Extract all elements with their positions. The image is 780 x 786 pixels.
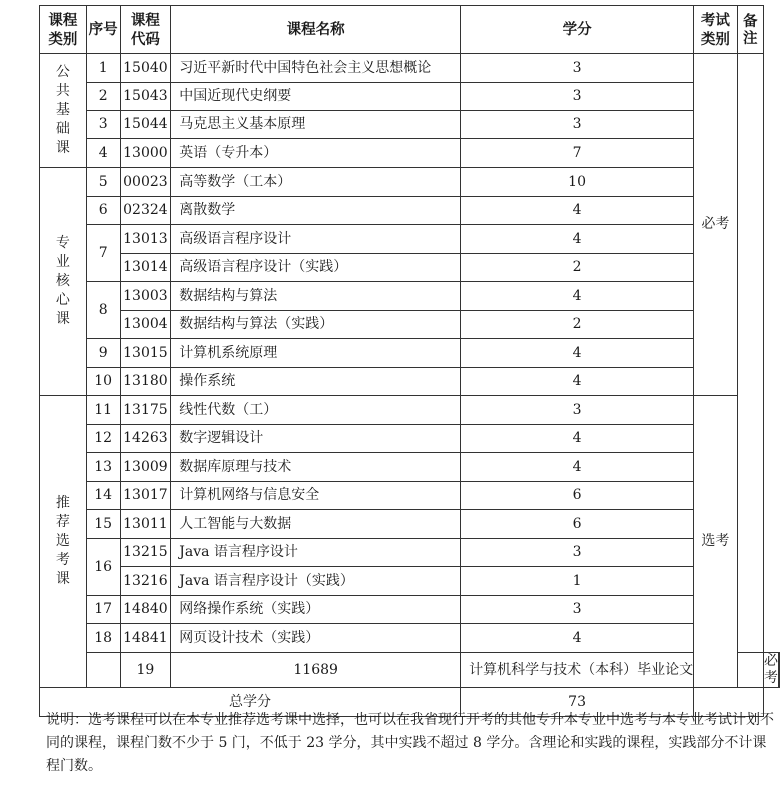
table-row	[40, 425, 780, 453]
code-cell: 14263	[120, 425, 171, 453]
name-cell: 高级语言程序设计	[171, 225, 461, 254]
code-cell: 13009	[120, 453, 171, 482]
credits-cell: 3	[461, 83, 694, 111]
seq-cell: 10	[86, 368, 120, 396]
table-row	[40, 111, 780, 139]
seq-cell: 8	[86, 282, 120, 339]
code-cell: 13180	[120, 368, 171, 396]
code-cell: 15044	[120, 111, 171, 139]
code-cell: 13013	[120, 225, 171, 254]
table-row	[40, 368, 780, 396]
name-cell: Java 语言程序设计	[171, 539, 461, 567]
name-cell: 数据结构与算法（实践）	[171, 311, 461, 339]
table-row	[40, 83, 780, 111]
table-row	[40, 139, 780, 168]
seq-cell: 18	[86, 624, 120, 653]
code-cell: 14841	[120, 624, 171, 653]
header-exam-type: 考试类别	[694, 6, 738, 54]
table-row	[40, 482, 780, 510]
credits-cell: 3	[461, 111, 694, 139]
table-row	[40, 339, 780, 368]
name-cell: 网络操作系统（实践）	[171, 596, 461, 624]
seq-cell: 6	[86, 197, 120, 225]
table-row	[40, 453, 780, 482]
code-cell: 11689	[171, 653, 461, 688]
seq-cell: 13	[86, 453, 120, 482]
name-cell: 马克思主义基本原理	[171, 111, 461, 139]
name-cell: 计算机系统原理	[171, 339, 461, 368]
name-cell: 习近平新时代中国特色社会主义思想概论	[171, 54, 461, 83]
code-cell: 13215	[120, 539, 171, 567]
exam-required: 必考	[694, 54, 738, 396]
header-name: 课程名称	[171, 6, 461, 54]
credits-cell: 7	[461, 139, 694, 168]
seq-cell: 1	[86, 54, 120, 83]
seq-cell: 15	[86, 510, 120, 539]
name-cell: 数字逻辑设计	[171, 425, 461, 453]
code-cell: 14840	[120, 596, 171, 624]
credits-cell: 3	[461, 396, 694, 425]
table-row	[40, 168, 780, 197]
table-row	[40, 282, 780, 311]
table-row	[40, 254, 780, 282]
code-cell: 13003	[120, 282, 171, 311]
code-cell: 00023	[120, 168, 171, 197]
code-cell: 13175	[120, 396, 171, 425]
seq-cell: 11	[86, 396, 120, 425]
table-row	[40, 396, 780, 425]
category-elective: 推荐选考课	[40, 396, 87, 688]
category-thesis	[86, 653, 120, 688]
name-cell: 高级语言程序设计（实践）	[171, 254, 461, 282]
table-row	[40, 197, 780, 225]
course-table	[39, 5, 780, 717]
seq-cell: 5	[86, 168, 120, 197]
credits-cell: 2	[461, 311, 694, 339]
note-text: 说明：选考课程可以在本专业推荐选考课中选择，也可以在我省现行开考的其他专升本专业中选考与本专业考试计划不同的课程，课程门数不少于 5 门，不低于 23 学分，其中实践不超过 8 学分。含理论和实践的课程，实践部分不计课程门数。	[46, 712, 774, 774]
name-cell: 数据结构与算法	[171, 282, 461, 311]
name-cell: 计算机网络与信息安全	[171, 482, 461, 510]
credits-cell: 4	[461, 197, 694, 225]
code-cell: 13004	[120, 311, 171, 339]
code-cell: 13216	[120, 567, 171, 596]
header-seq: 序号	[86, 6, 120, 54]
code-cell: 15040	[120, 54, 171, 83]
name-cell: 网页设计技术（实践）	[171, 624, 461, 653]
credits-cell: 3	[461, 596, 694, 624]
name-cell: 英语（专升本）	[171, 139, 461, 168]
total-label: 总学分	[40, 688, 461, 717]
credits-cell: 4	[461, 225, 694, 254]
total-value: 73	[461, 688, 694, 717]
name-cell: 高等数学（工本）	[171, 168, 461, 197]
credits-cell: 4	[461, 339, 694, 368]
code-cell: 15043	[120, 83, 171, 111]
name-cell: 计算机科学与技术（本科）毕业论文	[461, 653, 694, 688]
seq-cell: 19	[120, 653, 171, 688]
credits-cell: 4	[461, 624, 694, 653]
category-public: 公共基础课	[40, 54, 87, 168]
header-code: 课程代码	[120, 6, 171, 54]
credits-cell: 2	[461, 254, 694, 282]
credits-cell: 3	[461, 539, 694, 567]
table-row	[40, 567, 780, 596]
code-cell: 13014	[120, 254, 171, 282]
code-cell: 02324	[120, 197, 171, 225]
seq-cell: 4	[86, 139, 120, 168]
seq-cell: 3	[86, 111, 120, 139]
name-cell: 操作系统	[171, 368, 461, 396]
code-cell: 13011	[120, 510, 171, 539]
table-row	[40, 311, 780, 339]
code-cell: 13015	[120, 339, 171, 368]
code-cell: 13000	[120, 139, 171, 168]
credits-cell: 6	[461, 510, 694, 539]
credits-cell: 3	[461, 54, 694, 83]
name-cell: 线性代数（工）	[171, 396, 461, 425]
header-credits: 学分	[461, 6, 694, 54]
credits-cell: 4	[461, 453, 694, 482]
credits-cell: 1	[461, 567, 694, 596]
header-remark: 备注	[737, 6, 763, 54]
remark-cell	[779, 653, 780, 688]
name-cell: Java 语言程序设计（实践）	[171, 567, 461, 596]
seq-cell: 12	[86, 425, 120, 453]
exam-elective: 选考	[694, 396, 738, 688]
credits-cell: 6	[461, 482, 694, 510]
table-row	[40, 510, 780, 539]
table-row	[40, 54, 780, 83]
name-cell: 中国近现代史纲要	[171, 83, 461, 111]
exam-required-thesis: 必考	[764, 653, 778, 686]
table-row	[40, 596, 780, 624]
seq-cell: 9	[86, 339, 120, 368]
credits-cell: 4	[461, 368, 694, 396]
header-category: 课程类别	[40, 6, 87, 54]
table-row	[40, 225, 780, 254]
name-cell: 人工智能与大数据	[171, 510, 461, 539]
header-row	[40, 6, 780, 54]
seq-cell: 17	[86, 596, 120, 624]
table-row	[40, 624, 780, 653]
code-cell: 13017	[120, 482, 171, 510]
table-row	[40, 653, 780, 688]
credits-cell: 10	[461, 168, 694, 197]
credits-cell	[737, 653, 763, 688]
remark-cell	[737, 54, 763, 653]
name-cell: 离散数学	[171, 197, 461, 225]
name-cell: 数据库原理与技术	[171, 453, 461, 482]
seq-cell: 14	[86, 482, 120, 510]
category-core: 专业核心课	[40, 168, 87, 396]
credits-cell: 4	[461, 425, 694, 453]
credits-cell: 4	[461, 282, 694, 311]
seq-cell: 2	[86, 83, 120, 111]
seq-cell: 16	[86, 539, 120, 596]
table-row	[40, 539, 780, 567]
seq-cell: 7	[86, 225, 120, 282]
